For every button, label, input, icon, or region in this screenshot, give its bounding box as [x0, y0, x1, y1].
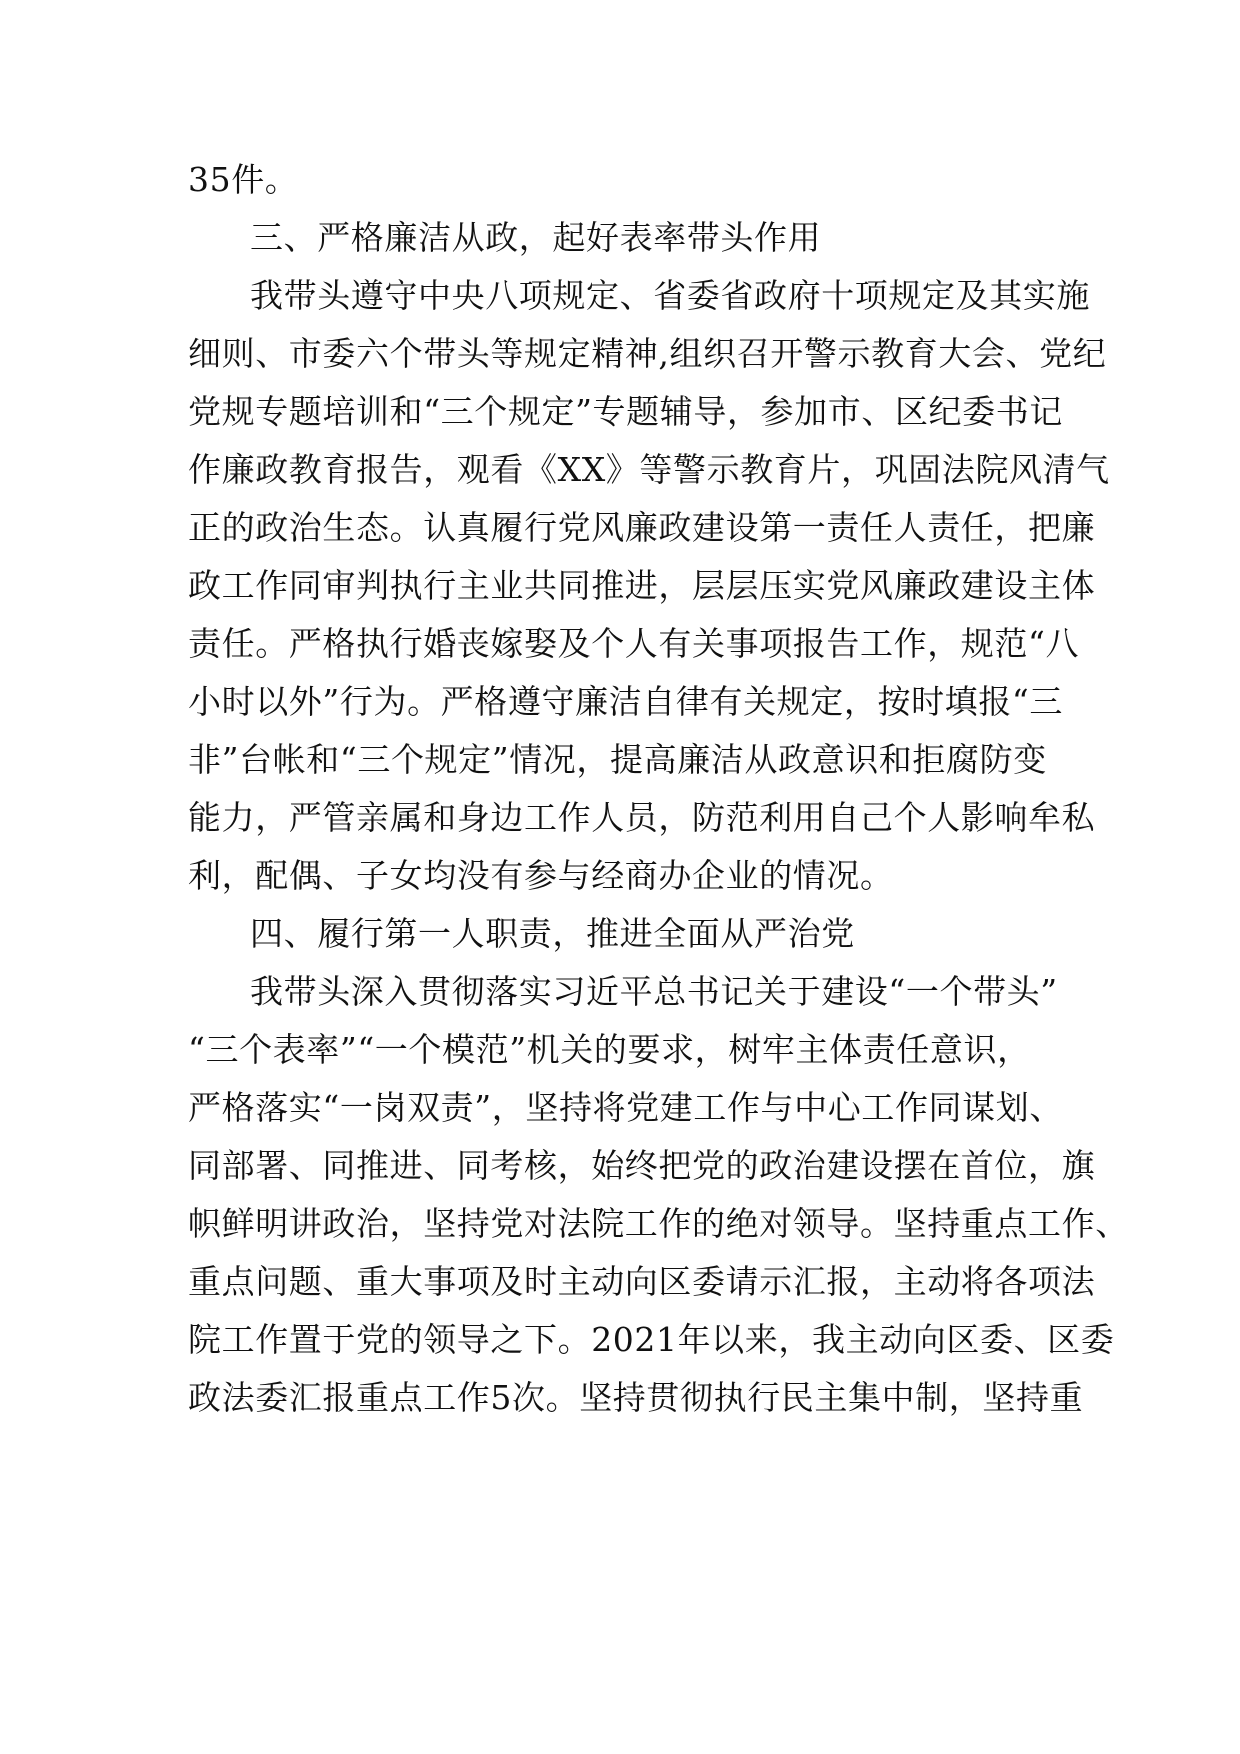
paragraph-line: 严格落实“一岗双责”，坚持将党建工作与中心工作同谋划、	[188, 1088, 1063, 1127]
paragraph-line: 作廉政教育报告，观看《XX》等警示教育片，巩固法院风清气	[188, 450, 1110, 489]
paragraph-line: 利，配偶、子女均没有参与经商办企业的情况。	[188, 856, 894, 895]
paragraph-line: 非”台帐和“三个规定”情况，提高廉洁从政意识和拒腐防变	[188, 740, 1047, 779]
paragraph-line: 政法委汇报重点工作5次。坚持贯彻执行民主集中制，坚持重	[188, 1378, 1084, 1417]
paragraph-line: 帜鲜明讲政治，坚持党对法院工作的绝对领导。坚持重点工作、	[188, 1204, 1129, 1243]
paragraph-line: 责任。严格执行婚丧嫁娶及个人有关事项报告工作，规范“八	[188, 624, 1080, 663]
paragraph-line: 我带头遵守中央八项规定、省委省政府十项规定及其实施	[250, 276, 1090, 315]
paragraph-line: “三个表率”“一个模范”机关的要求，树牢主体责任意识，	[188, 1030, 1031, 1069]
paragraph-line: 我带头深入贯彻落实习近平总书记关于建设“一个带头”	[250, 972, 1058, 1011]
section-heading-4: 四、履行第一人职责，推进全面从严治党	[250, 914, 855, 953]
paragraph-line: 政工作同审判执行主业共同推进，层层压实党风廉政建设主体	[188, 566, 1096, 605]
paragraph-line: 小时以外”行为。严格遵守廉洁自律有关规定，按时填报“三	[188, 682, 1063, 721]
text-line-continuation: 35件。	[188, 160, 299, 199]
paragraph-line: 院工作置于党的领导之下。2021年以来，我主动向区委、区委	[188, 1320, 1115, 1359]
section-heading-3: 三、严格廉洁从政，起好表率带头作用	[250, 218, 822, 257]
paragraph-line: 细则、市委六个带头等规定精神,组织召开警示教育大会、党纪	[188, 334, 1107, 373]
paragraph-line: 正的政治生态。认真履行党风廉政建设第一责任人责任，把廉	[188, 508, 1096, 547]
paragraph-line: 重点问题、重大事项及时主动向区委请示汇报，主动将各项法	[188, 1262, 1096, 1301]
paragraph-line: 同部署、同推进、同考核，始终把党的政治建设摆在首位，旗	[188, 1146, 1096, 1185]
paragraph-line: 党规专题培训和“三个规定”专题辅导，参加市、区纪委书记	[188, 392, 1063, 431]
paragraph-line: 能力，严管亲属和身边工作人员，防范利用自己个人影响牟私	[188, 798, 1096, 837]
